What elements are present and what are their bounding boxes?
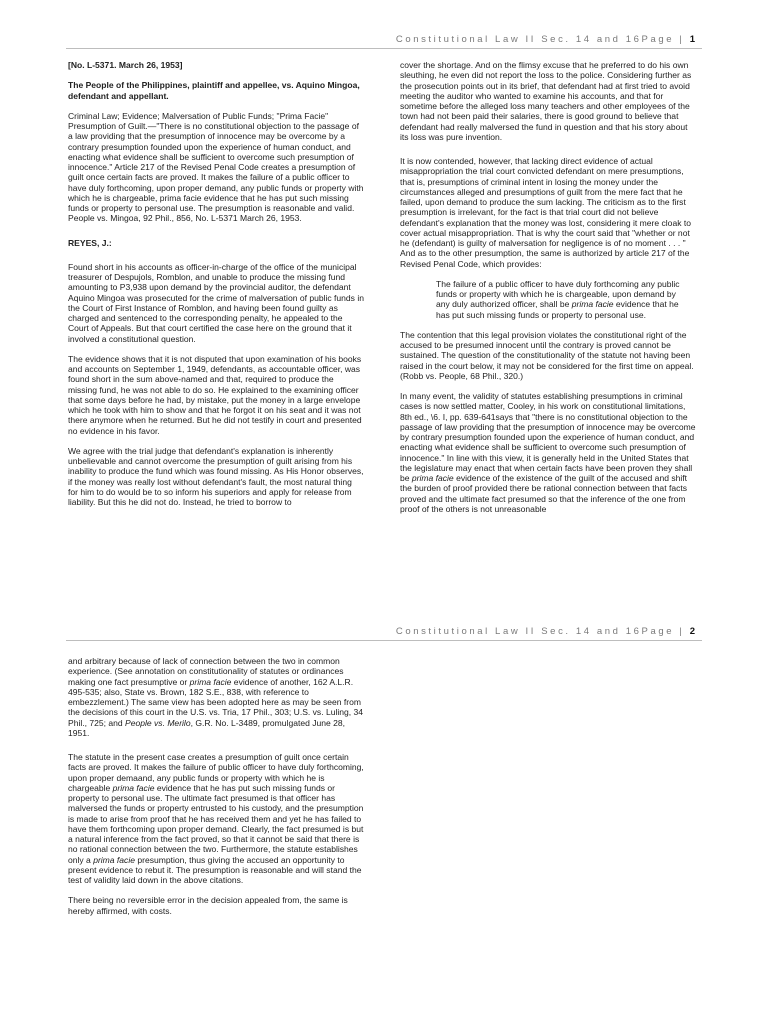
case-parties: The People of the Philippines, plaintiff and appellee, vs. Aquino Mingoa, defendant and appellant. <box>68 80 360 101</box>
paragraph: It is now contended, however, that lacking direct evidence of actual misappropriation the trial court convicted defendant on mere presumptions, that is, presumptions of criminal intent in losing the money under the circumstances alleged and presumptions of guilt from the mere fact that he failed, upon demand to produce the sum lacking. The criticism as to the first presumption is irrelevant, for the fact is that trial court did not believe defendant's explanation that the money was lost, considering it mere cloak to cover actual misappropriation. That is why the court said that "whether or not he (defendant) is guilty of malversation for negligence is of no moment . . . " And as to the other presumption, the same is authorized by article 217 of the Revised Penal Code, which provides: <box>400 156 691 269</box>
paragraph: Found short in his accounts as officer-in-charge of the office of the municipal treasurer of Despujols, Romblon, and unable to produce the missing fund amounting to P3,938 upon demand by the provincial auditor, the defendant Aquino Mingoa was prosecuted for the crime of malversation of public funds in the Court of First Instance of Romblon, and having been found guilty as charged and sentenced to the corresponding penalty, he appealed to the Court of Appeals. But that court certified the case here on the ground that it involved a constitutional question. <box>68 261 364 344</box>
paragraph: There being no reversible error in the decision appealed from, the same is hereby affirmed, with costs. <box>68 895 348 916</box>
page-1-number: 1 <box>689 34 696 45</box>
paragraph: The statute in the present case creates a presumption of guilt once certain facts are proved. It makes the failure of public officer to have duly forthcoming, upon proper demaand, any public funds or property with which he is chargeable prima facie evidence that he has put such missing funds or property to personal use. The ultimate fact presumed is that officer has malversed the funds or property entrusted to his custody, and the presumption is made to arise from proof that he has received them and yet he has failed to have them forthcoming upon proper demand. Clearly, the fact presumed is but a natural inference from the fact proved, so that it cannot be said that there is no rational connection between the two. Furthermore, the statute establishes only a prima facie presumption, thus giving the accused an opportunity to present evidence to rebut it. The presumption is reasonable and will stand the test of validity laid down in the above citations. <box>68 752 364 885</box>
page-1-left-column <box>68 60 364 517</box>
paragraph: and arbitrary because of lack of connection between the two in common experience. (See annotation on constitutionality of statutes or ordinances making one fact presumptive or prima facie evidence of another, 162 A.L.R. 495-535; also, State vs. Brown, 182 S.E., 838, with reference to embezzlement.) The same view has been adopted here as may be seen from the decisions of this court in the U.S. vs. Tria, 17 Phil., 303; U.S. vs. Luling, 34 Phil., 725; and People vs. Merilo, G.R. No. L-3489, promulgated June 28, 1951. <box>68 656 364 738</box>
case-number: [No. L-5371. March 26, 1953] <box>68 60 183 70</box>
ponente: REYES, J.: <box>68 237 112 248</box>
page-1-header <box>396 34 696 45</box>
syllabus-paragraph: Criminal Law; Evidence; Malversation of Public Funds; "Prima Facie" Presumption of Guilt.—"There is no constitutional objection to the passage of a law providing that the presumption of innocence may be overcome by a contrary presumption founded upon the experience of human conduct, and enacting what evidence shall be sufficient to overcome such presumption of innocence." Article 217 of the Revised Penal Code creates a presumption of guilt once certain facts are proved. It makes the failure of a public officer to have duly forthcoming, upon proper demand, any public funds or property with which he is chargeable, prima facie evidence that he has put such missing funds or property to personal use. The presumption is reasonable and valid. People vs. Mingoa, 92 Phil., 856, No. L-5371 March 26, 1953. <box>68 110 364 224</box>
page-2-left-column <box>68 656 364 926</box>
page-2-header-text: Constitutional Law II Sec. 14 and 16Page | <box>395 626 690 637</box>
paragraph: The evidence shows that it is not disputed that upon examination of his books and accounts on September 1, 1949, defendants, as accountable officer, was found short in the sum above-named and that, required to produce the missing fund, he was not able to do so. He explained to the examining officer that some days before he had, by mistake, put the money in a large envelope which he took with him to show and that he forgot it on his seat and it was not there anymore when he returned. But he did not testify in court and presented no evidence in his favor. <box>68 353 362 436</box>
page-2-number: 2 <box>689 626 696 637</box>
page-2-header <box>396 626 696 637</box>
paragraph: The contention that this legal provision violates the constitutional right of the accused to be presumed innocent until the contrary is proved cannot be sustained. The question of the constitutionality of the statute not having been raised in the court below, it may not be considered for the first time on appeal. (Robb vs. People, 68 Phil., 320.) <box>400 329 694 381</box>
paragraph: cover the shortage. And on the flimsy excuse that he preferred to do his own sleuthing, he even did not report the loss to the police. Considering further as the prosecution points out in its brief, that defendant had at first tried to avoid meeting the auditor who wanted to examine his accounts, and that for sometime before the alleged loss many teachers and other employees of the town had not been paid their salaries, there is good ground to believe that defendant had really malversed the fund in question and that his story about its loss was pure invention. <box>400 60 692 142</box>
quoted-article-217: The failure of a public officer to have duly forthcoming any public funds or property with which he is chargeable, upon demand by any duly authorized officer, shall be prima facie evidence that he has put such missing funds or property to personal use. <box>436 278 680 320</box>
page-2-header-rule <box>66 640 702 641</box>
page-1-header-text: Constitutional Law II Sec. 14 and 16Page | <box>395 34 690 45</box>
page-1-right-column <box>400 60 696 524</box>
paragraph: We agree with the trial judge that defendant's explanation is inherently unbelievable and cannot overcome the presumption of guilt arising from his inability to produce the fund which was found missing. As His Honor observes, if the money was really lost without defendant's fault, the most natural thing for him to do would be to so inform his superiors and apply for release from liability. But this he did not do. Instead, he tried to borrow to <box>68 445 364 507</box>
page-1-header-rule <box>66 48 702 49</box>
paragraph: In many event, the validity of statutes establishing presumptions in criminal cases is now settled matter, Cooley, in his work on constitutional limitations, 8th ed., \6. I, pp. 639-641says that "there is no constitutional objection to the passage of law providing that the presumption of innocence may be overcome by contrary presumption founded upon the experience of human conduct, and enacting what evidence shall be sufficient to overcome such presumption of innocence." In line with this view, it is generally held in the United States that the legislature may enact that when certain facts have been proven they shall be prima facie evidence of the existence of the guilt of the accused and shift the burden of proof provided there be rational connection between that facts proved and the ultimate fact presumed so that the inference of the one from proof of the others is not unreasonable <box>400 391 696 514</box>
